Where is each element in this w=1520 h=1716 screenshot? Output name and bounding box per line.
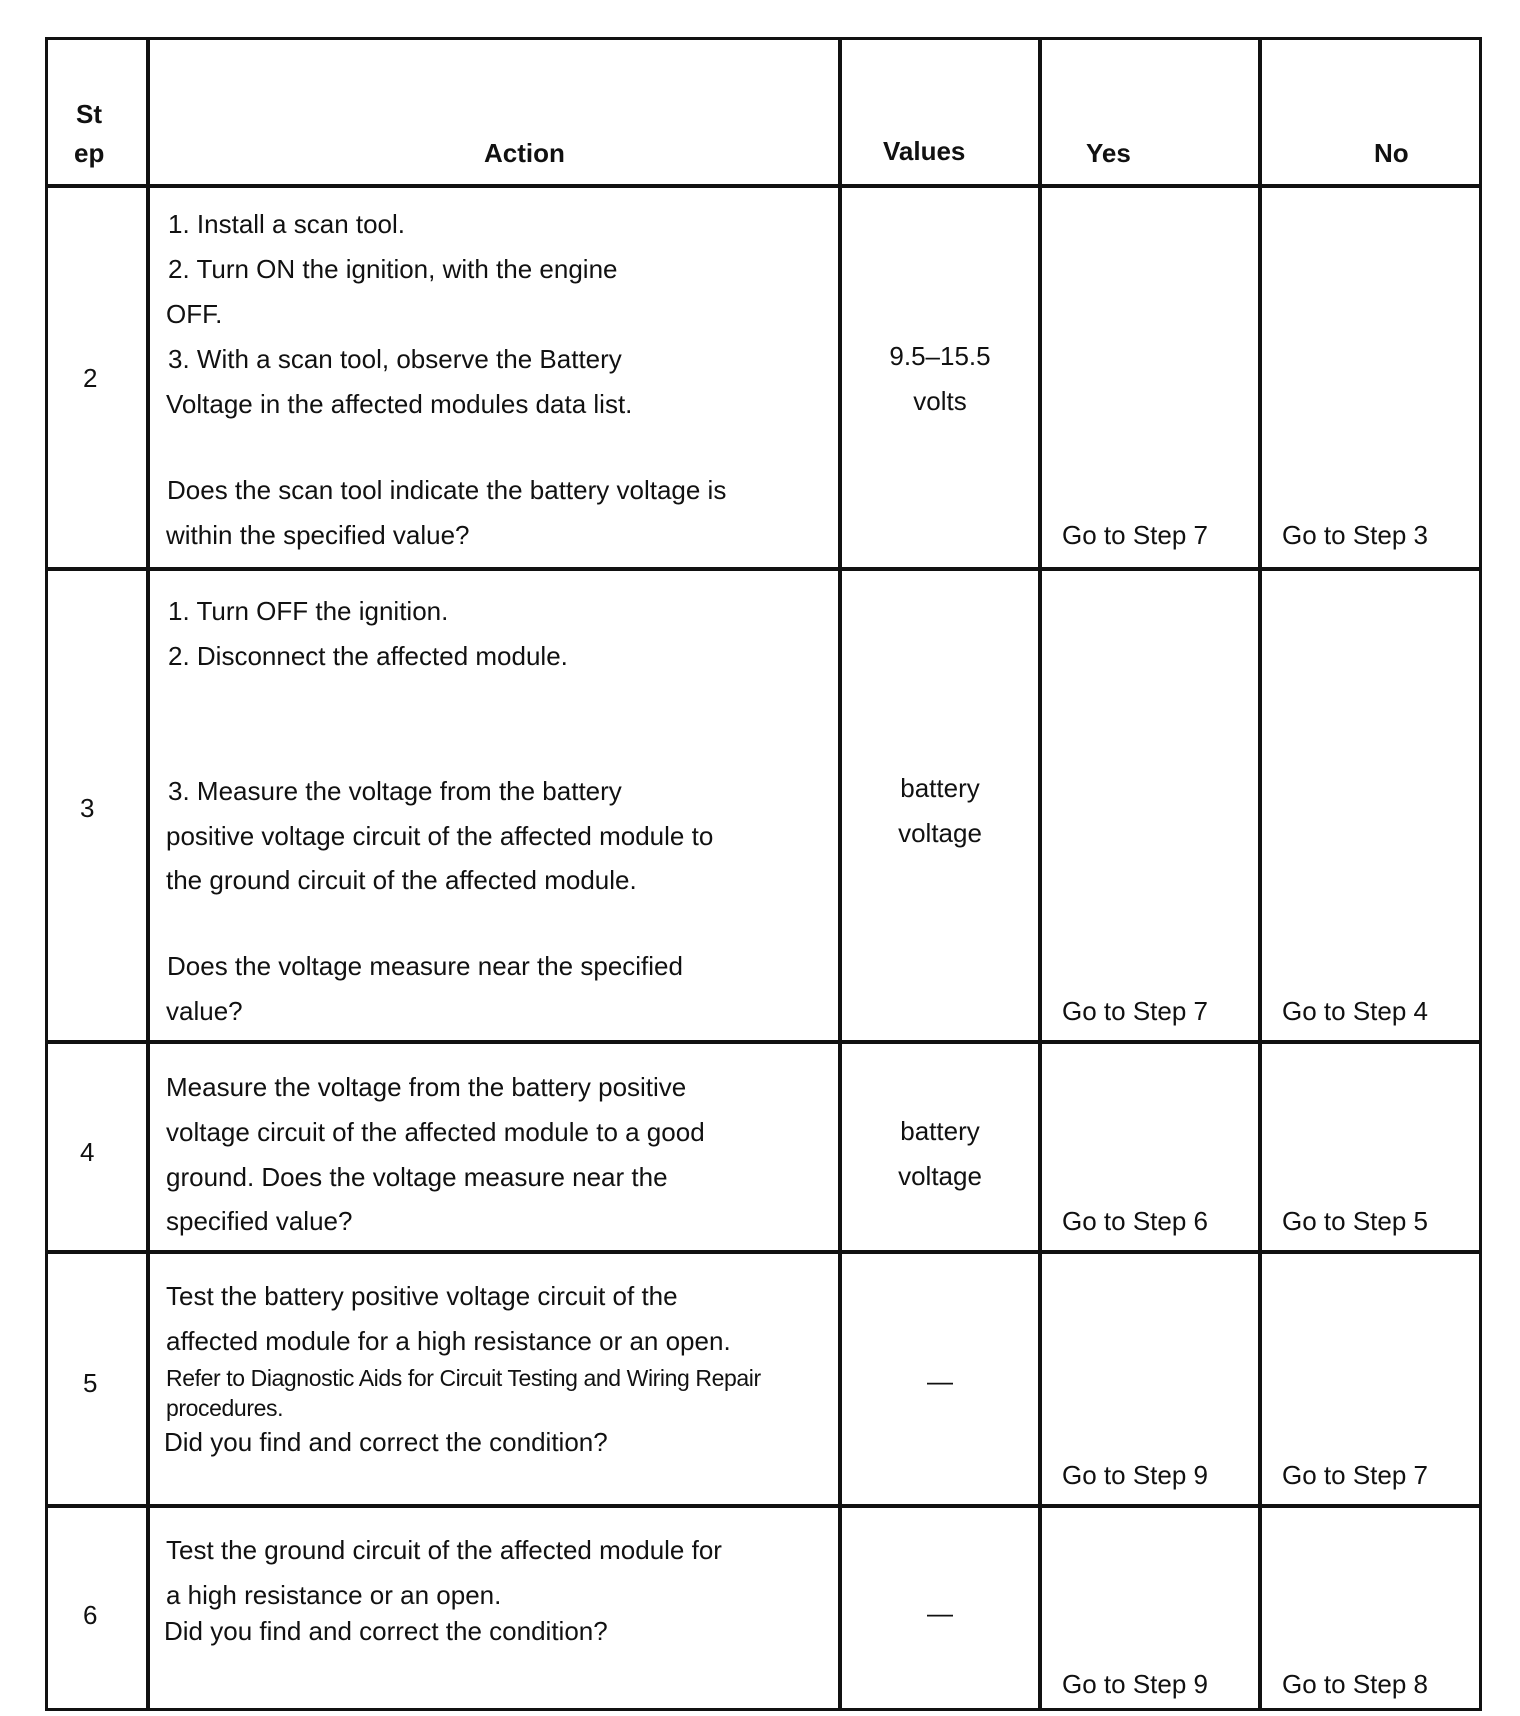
action-line: 3. With a scan tool, observe the Battery — [168, 344, 622, 374]
action-line: positive voltage circuit of the affected module to — [166, 821, 714, 851]
value-cell — [839, 568, 1041, 1043]
header-no-cell — [1259, 37, 1482, 187]
value-text: battery — [900, 1116, 980, 1146]
action-line: 1. Turn OFF the ignition. — [168, 596, 449, 626]
action-line: 2. Disconnect the affected module. — [168, 641, 568, 671]
value-text: 9.5–15.5 — [889, 341, 991, 371]
action-line: 2. Turn ON the ignition, with the engine — [168, 254, 618, 284]
step-number: 2 — [83, 363, 98, 393]
value-text: voltage — [898, 1161, 982, 1191]
value-cell — [839, 1041, 1041, 1253]
action-line: Measure the voltage from the battery positive — [166, 1072, 687, 1102]
action-line: Voltage in the affected modules data list. — [166, 389, 633, 419]
value-dash: — — [927, 1366, 953, 1396]
header-values-label: Values — [883, 136, 966, 166]
value-cell — [839, 185, 1041, 570]
no-cell — [1259, 568, 1482, 1043]
yes-cell — [1039, 568, 1261, 1043]
header-step-label-top: St — [76, 99, 102, 129]
diagnostic-table — [46, 38, 1483, 1711]
step-cell — [45, 568, 149, 1043]
header-action-label: Action — [484, 138, 565, 168]
no-outcome: Go to Step 3 — [1282, 520, 1428, 550]
no-cell — [1259, 185, 1482, 570]
action-line: the ground circuit of the affected module. — [166, 865, 637, 895]
no-outcome: Go to Step 5 — [1282, 1206, 1428, 1236]
action-line: 1. Install a scan tool. — [168, 209, 406, 239]
no-outcome: Go to Step 4 — [1282, 996, 1428, 1026]
step-number: 6 — [83, 1600, 98, 1630]
value-text: battery — [900, 773, 980, 803]
step-cell — [45, 1041, 149, 1253]
action-line: Test the ground circuit of the affected module for — [166, 1535, 722, 1565]
header-yes-label: Yes — [1086, 138, 1131, 168]
value-text: volts — [913, 386, 967, 416]
action-cell — [147, 185, 841, 570]
yes-cell — [1039, 185, 1261, 570]
action-question: value? — [166, 996, 243, 1026]
no-outcome: Go to Step 8 — [1282, 1669, 1428, 1699]
step-number: 5 — [83, 1368, 98, 1398]
action-line: OFF. — [166, 299, 223, 329]
action-question: Does the voltage measure near the specified — [167, 951, 683, 981]
value-dash: — — [927, 1598, 953, 1628]
action-line: specified value? — [166, 1206, 353, 1236]
action-line: 3. Measure the voltage from the battery — [168, 776, 622, 806]
header-step-label-bottom: ep — [74, 138, 105, 168]
action-line: affected module for a high resistance or an open. — [166, 1326, 731, 1356]
action-line: voltage circuit of the affected module to a good — [166, 1117, 705, 1147]
header-no-label: No — [1374, 138, 1409, 168]
action-question: Did you find and correct the condition? — [164, 1616, 608, 1646]
step-number: 3 — [80, 793, 95, 823]
step-number: 4 — [80, 1137, 95, 1167]
action-question: Did you find and correct the condition? — [164, 1427, 608, 1457]
action-reference: Refer to Diagnostic Aids for Circuit Testing and Wiring Repair — [166, 1365, 761, 1391]
action-reference: procedures. — [166, 1395, 284, 1421]
action-question: within the specified value? — [166, 520, 470, 550]
action-question: Does the scan tool indicate the battery voltage is — [167, 475, 727, 505]
header-yes-cell — [1039, 37, 1261, 187]
yes-outcome: Go to Step 7 — [1062, 520, 1208, 550]
yes-outcome: Go to Step 9 — [1062, 1669, 1208, 1699]
yes-outcome: Go to Step 9 — [1062, 1460, 1208, 1490]
no-outcome: Go to Step 7 — [1282, 1460, 1428, 1490]
action-line: a high resistance or an open. — [166, 1580, 502, 1610]
value-text: voltage — [898, 818, 982, 848]
yes-outcome: Go to Step 6 — [1062, 1206, 1208, 1236]
action-line: ground. Does the voltage measure near the — [166, 1162, 668, 1192]
yes-outcome: Go to Step 7 — [1062, 996, 1208, 1026]
action-line: Test the battery positive voltage circuit of the — [166, 1281, 678, 1311]
